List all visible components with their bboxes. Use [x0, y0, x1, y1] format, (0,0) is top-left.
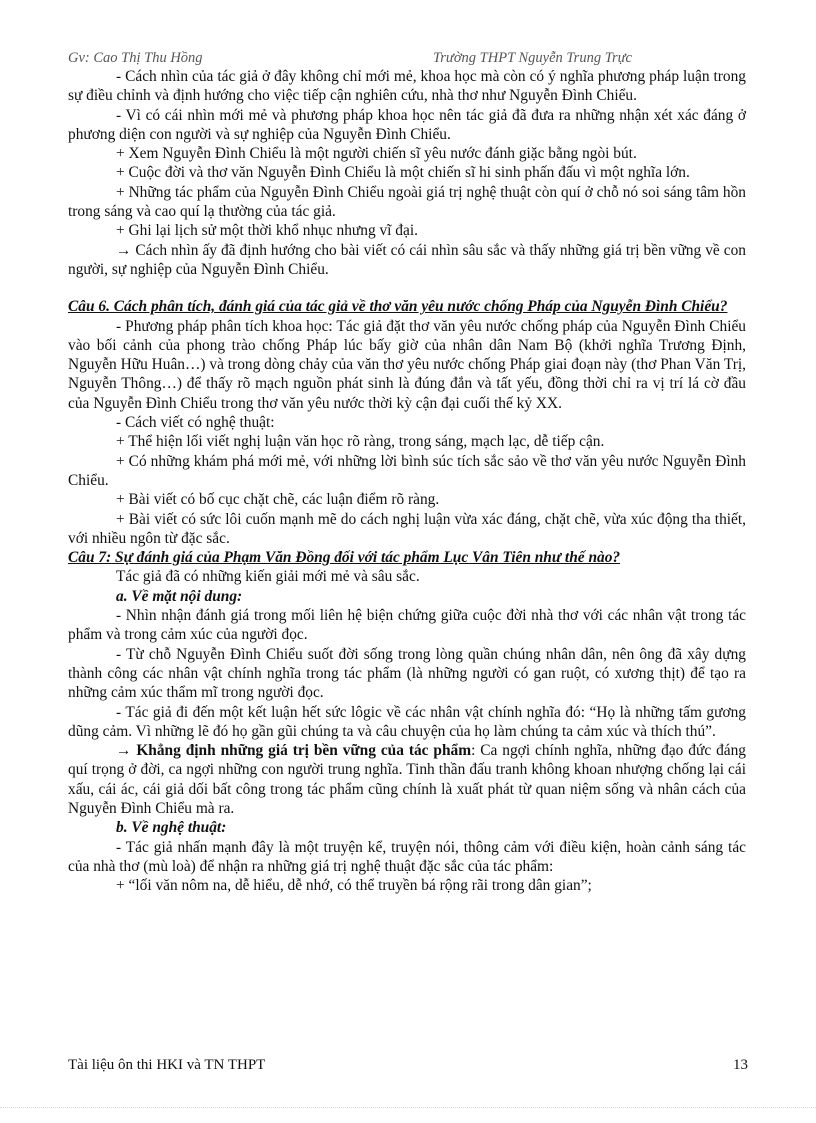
bullet-item: + Thể hiện lối viết nghị luận văn học rõ ràng, trong sáng, mạch lạc, dễ tiếp cận.: [116, 433, 605, 451]
footer-title: Tài liệu ôn thi HKI và TN THPT: [68, 1057, 266, 1073]
paragraph: - Tác giả đi đến một kết luận hết sức lôgic về các nhân vật chính nghĩa đó: “Họ là những tấm gương dũng cảm. Vì những lẽ đó họ gần gũi chúng ta và câu chuyện của họ làm chúng ta cảm xúc và thích thú”.: [68, 703, 746, 740]
conclusion-bold: → Khẳng định những giá trị bền vững của tác phẩm: [116, 742, 472, 760]
question-6-label: Câu 6.: [68, 298, 110, 316]
header-school: Trường THPT Nguyễn Trung Trực: [433, 50, 632, 66]
paragraph: Tác giả đã có những kiến giải mới mẻ và sâu sắc.: [116, 568, 420, 586]
bullet-item: + Ghi lại lịch sử một thời khổ nhục nhưng vĩ đại.: [116, 222, 418, 240]
conclusion-paragraph: [68, 741, 746, 818]
conclusion-text: : Ca ngợi chính nghĩa, những đạo đức đáng quí trọng ở đời, ca ngợi những con người trung nghĩa. Tinh thần đấu tranh không khoan nhượng chống lại cái xấu, cái ác, cái giả dối bất công trong tác phẩm cũng chính là xuất phát từ quan niệm sống và nhân cách của Nguyễn Đình Chiểu mà ra.: [68, 742, 746, 817]
question-7-heading: [68, 548, 746, 567]
bullet-item: + Những tác phẩm của Nguyễn Đình Chiểu ngoài giá trị nghệ thuật còn quí ở chỗ nó soi sáng tâm hồn trong sáng và cao quí lạ thường của tác giả.: [68, 183, 746, 221]
conclusion-paragraph: → Cách nhìn ấy đã định hướng cho bài viết có cái nhìn sâu sắc và thấy những giá trị bền vững về con người, sự nghiệp của Nguyễn Đình Chiểu.: [68, 241, 746, 278]
paragraph: - Tác giả nhấn mạnh đây là một truyện kể, truyện nói, thông cảm với điều kiện, hoàn cảnh sáng tác của nhà thơ (mù loà) để nhận ra những giá trị nghệ thuật đặc sắc của tác phẩm:: [68, 838, 746, 875]
bullet-item: + Bài viết có bố cục chặt chẽ, các luận điểm rõ ràng.: [116, 491, 440, 509]
paragraph: - Vì có cái nhìn mới mẻ và phương pháp khoa học nên tác giả đã đưa ra những nhận xét xác đáng ở phương diện con người và sự nghiệp của Nguyễn Đình Chiểu.: [68, 106, 746, 143]
bullet-item: + Có những khám phá mới mẻ, với những lời bình súc tích sắc sảo về thơ văn yêu nước Nguyễn Đình Chiểu.: [68, 452, 746, 489]
question-7-label: Câu 7:: [68, 549, 112, 567]
subheading-content: a. Về mặt nội dung:: [116, 587, 243, 605]
page-bottom-divider: [0, 1107, 816, 1108]
header-teacher: Gv: Cao Thị Thu Hồng: [68, 50, 203, 66]
page-footer: [68, 1057, 748, 1079]
paragraph: - Cách nhìn của tác giả ở đây không chỉ mới mẻ, khoa học mà còn có ý nghĩa phương pháp luận trong sự điều chỉnh và định hướng cho việc tiếp cận nghiên cứu, nhà thơ như Nguyễn Đình Chiểu.: [68, 68, 746, 105]
bullet-item: + Cuộc đời và thơ văn Nguyễn Đình Chiểu là một chiến sĩ hi sinh phấn đấu vì một nghĩa lớn.: [116, 164, 690, 182]
document-body: [68, 67, 746, 895]
question-6-text: Cách phân tích, đánh giá của tác giả về thơ văn yêu nước chống Pháp của Nguyễn Đình Chiểu?: [109, 298, 728, 316]
bullet-item: + “lối văn nôm na, dễ hiểu, dễ nhớ, có thể truyền bá rộng rãi trong dân gian”;: [116, 877, 592, 895]
paragraph: - Phương pháp phân tích khoa học: Tác giả đặt thơ văn yêu nước chống pháp của Nguyễn Đình Chiểu vào bối cảnh của phong trào chống Pháp lúc bấy giờ của nhân dân Nam Bộ (khởi nghĩa Trương Định, Nguyễn Hữu Huân…) và trong dòng chảy của văn thơ yêu nước chống Pháp giai đoạn này (thơ Phan Văn Trị, Nguyễn Thông…) để thấy rõ mạch nguồn phát sinh là đúng đắn và tất yếu, đồng thời chỉ ra vị trí lá cờ đầu của Nguyễn Đình Chiểu trong thơ văn yêu nước thời kỳ cận đại cuối thế kỷ XX.: [68, 317, 746, 412]
paragraph: - Cách viết có nghệ thuật:: [116, 414, 275, 432]
question-7-text: Sự đánh giá của Phạm Văn Đồng đối với tác phẩm Lục Vân Tiên như thế nào?: [111, 549, 621, 567]
spacer: [68, 279, 746, 297]
paragraph: - Từ chỗ Nguyễn Đình Chiểu suốt đời sống trong lòng quần chúng nhân dân, nên ông đã xây dựng thành công các nhân vật chính nghĩa trong tác phẩm (là những người có gan ruột, có xương thịt) để tạo ra những cảm xúc thẩm mĩ trong người đọc.: [68, 645, 746, 702]
bullet-item: + Xem Nguyễn Đình Chiểu là một người chiến sĩ yêu nước đánh giặc bằng ngòi bút.: [116, 145, 637, 163]
page-number: 13: [733, 1057, 748, 1073]
bullet-item: + Bài viết có sức lôi cuốn mạnh mẽ do cách nghị luận vừa xác đáng, chặt chẽ, vừa xúc động tha thiết, với nhiều ngôn từ đặc sắc.: [68, 510, 746, 547]
subheading-art: b. Về nghệ thuật:: [116, 819, 227, 837]
question-6-heading: [68, 297, 746, 316]
paragraph: - Nhìn nhận đánh giá trong mối liên hệ biện chứng giữa cuộc đời nhà thơ với các nhân vật trong tác phẩm và trong cảm xúc của người đọc.: [68, 607, 746, 644]
